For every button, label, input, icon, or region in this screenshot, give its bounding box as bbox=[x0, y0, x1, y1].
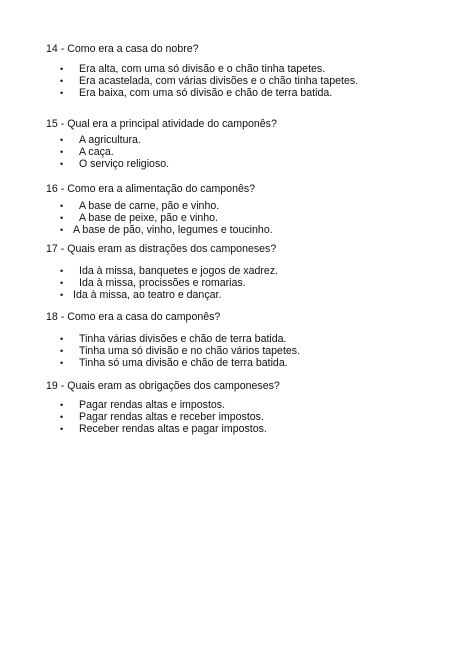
option-item bbox=[46, 146, 446, 158]
bullet-icon: • bbox=[60, 266, 64, 276]
option-text: A base de peixe, pão e vinho. bbox=[79, 212, 219, 224]
option-text: O serviço religioso. bbox=[79, 158, 170, 170]
options-list bbox=[46, 134, 446, 170]
option-text: A agricultura. bbox=[79, 134, 141, 146]
bullet-icon: • bbox=[60, 76, 64, 86]
bullet-icon: • bbox=[60, 358, 64, 368]
question-text: 15 - Qual era a principal atividade do camponês? bbox=[46, 118, 277, 130]
options-list bbox=[46, 399, 446, 435]
option-text: Receber rendas altas e pagar impostos. bbox=[79, 423, 267, 435]
option-item bbox=[46, 277, 446, 289]
bullet-icon: • bbox=[60, 278, 64, 288]
option-item bbox=[46, 265, 446, 277]
option-text: A caça. bbox=[79, 146, 114, 158]
question-text: 18 - Como era a casa do camponês? bbox=[46, 311, 221, 323]
option-item bbox=[46, 200, 446, 212]
option-item bbox=[46, 134, 446, 146]
option-item bbox=[46, 63, 446, 75]
options-list bbox=[46, 200, 446, 236]
question-19 bbox=[46, 380, 446, 435]
question-text: 17 - Quais eram as distrações dos camponeses? bbox=[46, 243, 277, 255]
question-16 bbox=[46, 183, 446, 236]
option-text: A base de pão, vinho, legumes e toucinho. bbox=[73, 224, 273, 236]
option-item bbox=[46, 87, 446, 99]
bullet-icon: • bbox=[60, 400, 64, 410]
bullet-icon: • bbox=[60, 88, 64, 98]
question-15 bbox=[46, 118, 446, 170]
question-text: 16 - Como era a alimentação do camponês? bbox=[46, 183, 256, 195]
question-text: 19 - Quais eram as obrigações dos camponeses? bbox=[46, 380, 280, 392]
option-text: Tinha várias divisões e chão de terra batida. bbox=[79, 333, 287, 345]
bullet-icon: • bbox=[60, 225, 64, 235]
bullet-icon: • bbox=[60, 424, 64, 434]
option-item bbox=[46, 411, 446, 423]
option-item bbox=[46, 357, 446, 369]
option-text: Era alta, com uma só divisão e o chão tinha tapetes. bbox=[79, 63, 326, 75]
bullet-icon: • bbox=[60, 213, 64, 223]
bullet-icon: • bbox=[60, 412, 64, 422]
bullet-icon: • bbox=[60, 64, 64, 74]
option-item bbox=[46, 399, 446, 411]
option-item bbox=[46, 75, 446, 87]
option-text: Ida à missa, banquetes e jogos de xadrez. bbox=[79, 265, 279, 277]
option-item bbox=[46, 212, 446, 224]
bullet-icon: • bbox=[60, 135, 64, 145]
option-item bbox=[46, 333, 446, 345]
options-list bbox=[46, 265, 446, 301]
option-text: Tinha uma só divisão e no chão vários tapetes. bbox=[79, 345, 301, 357]
bullet-icon: • bbox=[60, 159, 64, 169]
bullet-icon: • bbox=[60, 346, 64, 356]
option-item bbox=[46, 289, 446, 301]
option-text: Tinha só uma divisão e chão de terra batida. bbox=[79, 357, 288, 369]
option-item bbox=[46, 345, 446, 357]
option-item bbox=[46, 423, 446, 435]
option-text: Pagar rendas altas e receber impostos. bbox=[79, 411, 264, 423]
option-item bbox=[46, 158, 446, 170]
question-18 bbox=[46, 311, 446, 369]
option-text: Ida à missa, ao teatro e dançar. bbox=[73, 289, 222, 301]
option-text: A base de carne, pão e vinho. bbox=[79, 200, 220, 212]
options-list bbox=[46, 63, 446, 99]
option-item bbox=[46, 224, 446, 236]
bullet-icon: • bbox=[60, 290, 64, 300]
bullet-icon: • bbox=[60, 147, 64, 157]
question-14 bbox=[46, 43, 446, 99]
option-text: Era baixa, com uma só divisão e chão de terra batida. bbox=[79, 87, 333, 99]
question-17 bbox=[46, 243, 446, 301]
option-text: Era acastelada, com várias divisões e o chão tinha tapetes. bbox=[79, 75, 359, 87]
option-text: Ida à missa, procissões e romarias. bbox=[79, 277, 246, 289]
options-list bbox=[46, 333, 446, 369]
option-text: Pagar rendas altas e impostos. bbox=[79, 399, 226, 411]
question-text: 14 - Como era a casa do nobre? bbox=[46, 43, 199, 55]
bullet-icon: • bbox=[60, 201, 64, 211]
bullet-icon: • bbox=[60, 334, 64, 344]
